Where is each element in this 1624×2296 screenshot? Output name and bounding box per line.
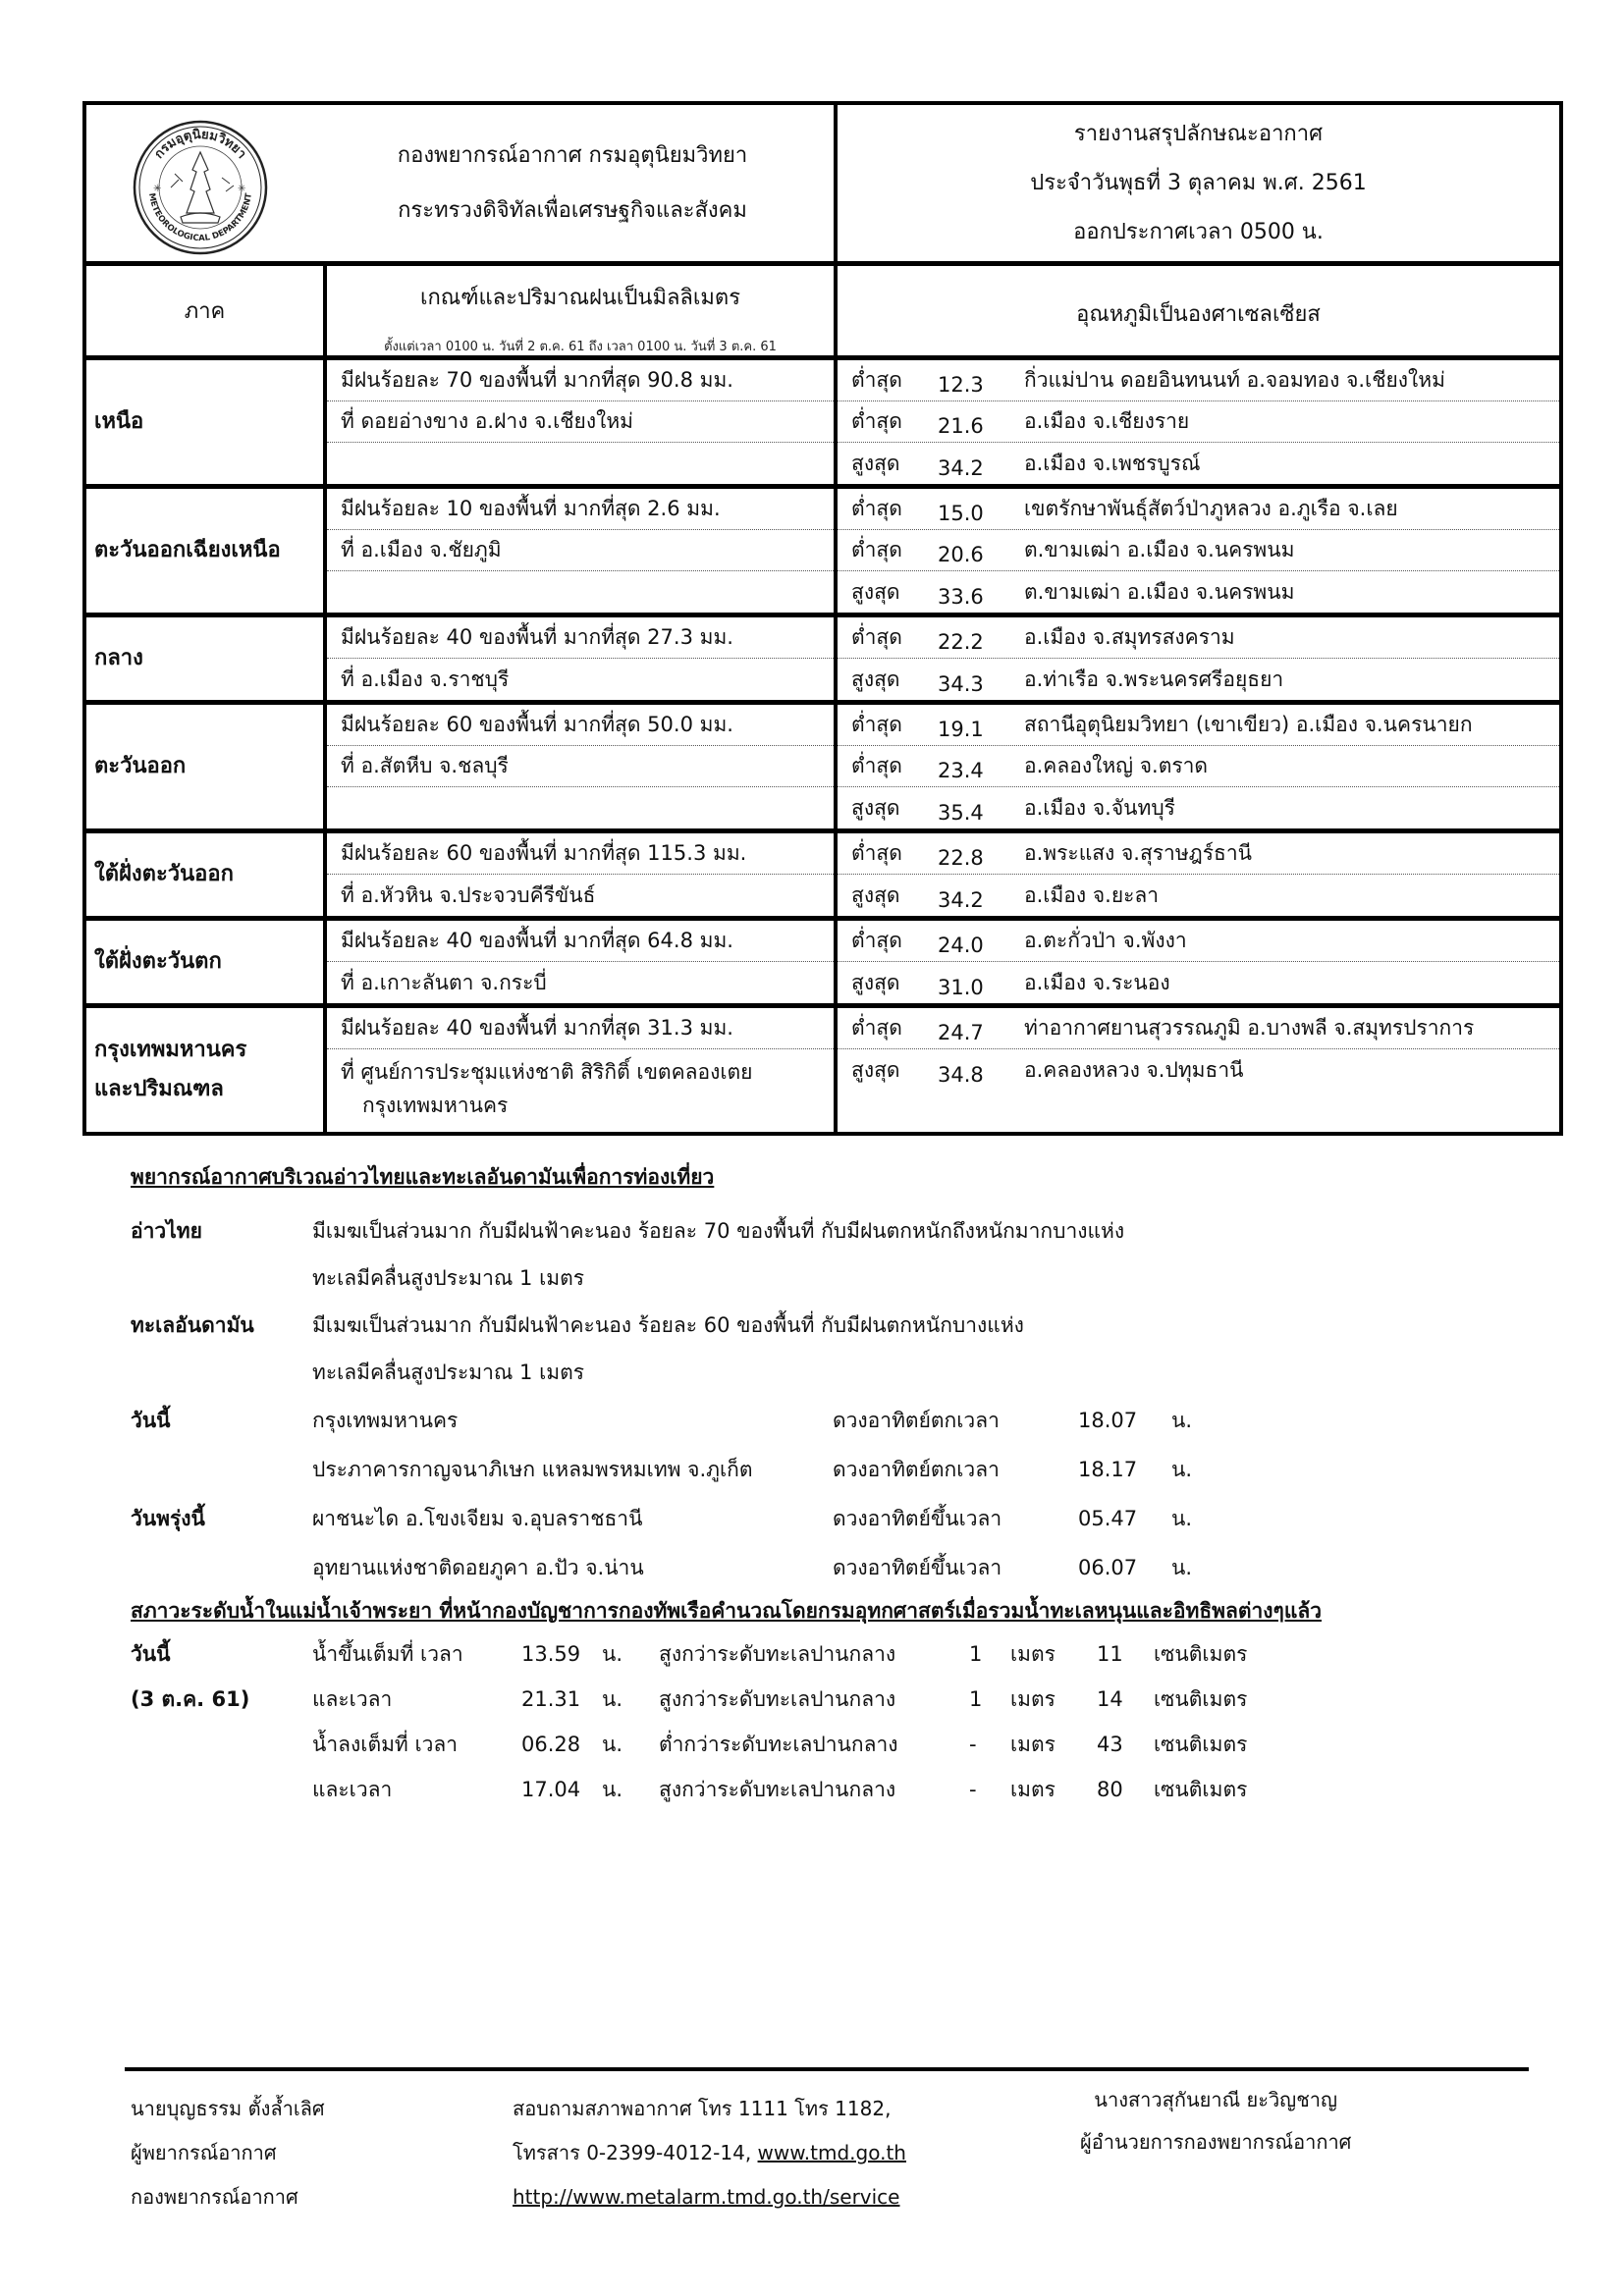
forecaster-signature	[131, 2087, 325, 2219]
rain-cell	[327, 833, 838, 916]
sun-row	[131, 1494, 1525, 1543]
region-row-central	[86, 617, 1559, 705]
tide-relation: สูงกว่าระดับทะเลปานกลาง	[659, 1777, 896, 1801]
temp-location: อ.เมือง จ.ยะลา	[1024, 883, 1160, 907]
region-name: ตะวันออก	[86, 705, 327, 828]
tide-meters: 1	[969, 1642, 983, 1666]
tide-meters: -	[969, 1778, 977, 1801]
ministry-name: กระทรวงดิจิทัลเพื่อเศรษฐกิจและสังคม	[398, 197, 747, 223]
temp-cell	[838, 705, 1559, 828]
tide-cm-unit: เซนติเมตร	[1154, 1641, 1248, 1666]
temp-value: 31.0	[938, 976, 984, 999]
tide-time: 21.31	[521, 1687, 581, 1711]
region-name-line1: กรุงเทพมหานคร	[94, 1038, 247, 1062]
temp-location: อ.ตะกั่วป่า จ.พังงา	[1024, 929, 1187, 952]
sun-event: ดวงอาทิตย์ขึ้นเวลา	[833, 1555, 1002, 1579]
sun-event: ดวงอาทิตย์ตกเวลา	[833, 1408, 1000, 1432]
tide-title: สภาวะระดับน้ำในแม่น้ำเจ้าพระยา ที่หน้ากองบัญชาการกองทัพเรือคำนวณโดยกรมอุทกศาสตร์เมื่อรวมน้ำทะเลหนุนและอิทธิพลต่างๆแล้ว	[131, 1599, 1323, 1623]
temp-location: กิ่วแม่ปาน ดอยอินทนนท์ อ.จอมทอง จ.เชียงใหม่	[1024, 368, 1445, 392]
tide-time-unit: น.	[602, 1641, 623, 1666]
temp-value: 34.2	[938, 456, 984, 480]
svg-text:กรมอุตุนิยมวิทยา: กรมอุตุนิยมวิทยา	[151, 127, 249, 162]
temp-label: สูงสุด	[851, 971, 900, 994]
temp-line	[838, 1008, 1559, 1049]
tide-time: 06.28	[521, 1733, 581, 1756]
temp-label: ต่ำสุด	[851, 409, 902, 433]
temp-location: อ.คลองหลวง จ.ปทุมธานี	[1024, 1058, 1244, 1082]
temp-value: 24.0	[938, 934, 984, 957]
temp-line	[838, 401, 1559, 443]
rain-line: มีฝนร้อยละ 70 ของพื้นที่ มากที่สุด 90.8 มม.	[327, 360, 834, 401]
rain-line: มีฝนร้อยละ 10 ของพื้นที่ มากที่สุด 2.6 มม.	[327, 489, 834, 530]
region-name: ใต้ฝั่งตะวันออก	[86, 833, 327, 916]
contact-phone: สอบถามสภาพอากาศ โทร 1111 โทร 1182,	[513, 2097, 892, 2120]
area-forecast: มีเมฆเป็นส่วนมาก กับมีฝนฟ้าคะนอง ร้อยละ 70 ของพื้นที่ กับมีฝนตกหนักถึงหนักมากบางแห่ง	[312, 1218, 1125, 1243]
region-name: ตะวันออกเฉียงเหนือ	[86, 489, 327, 613]
temp-cell	[838, 921, 1559, 1003]
region-row-south-west-coast	[86, 921, 1559, 1008]
temp-label: สูงสุด	[851, 580, 900, 604]
sun-place: ผาชนะได อ.โขงเจียม จ.อุบลราชธานี	[312, 1506, 643, 1530]
andaman-sea-row	[131, 1302, 1525, 1349]
temp-location: เขตรักษาพันธุ์สัตว์ป่าภูหลวง อ.ภูเรือ จ.เลย	[1024, 497, 1398, 520]
temp-cell	[838, 1008, 1559, 1132]
report-date: ประจำวันพุธที่ 3 ตุลาคม พ.ศ. 2561	[1030, 170, 1367, 195]
sun-row	[131, 1396, 1525, 1445]
temp-label: สูงสุด	[851, 452, 900, 475]
rain-cell	[327, 705, 838, 828]
tide-relation: สูงกว่าระดับทะเลปานกลาง	[659, 1641, 896, 1666]
tide-cm-unit: เซนติเมตร	[1154, 1732, 1248, 1756]
temp-value: 19.1	[938, 718, 984, 741]
temp-line	[838, 1049, 1559, 1091]
temp-location: อ.ท่าเรือ จ.พระนครศรีอยุธยา	[1024, 667, 1284, 691]
temp-label: สูงสุด	[851, 883, 900, 907]
tide-row	[131, 1722, 1525, 1767]
temp-location: ต.ขามเฒ่า อ.เมือง จ.นครพนม	[1024, 580, 1295, 604]
temp-location: อ.พระแสง จ.สุราษฎร์ธานี	[1024, 841, 1253, 865]
tide-cm: 80	[1097, 1778, 1123, 1801]
temp-location: อ.เมือง จ.เพชรบูรณ์	[1024, 452, 1201, 475]
tide-day: วันนี้	[131, 1641, 171, 1666]
temp-label: ต่ำสุด	[851, 713, 902, 736]
svg-text:✳: ✳	[238, 184, 246, 194]
temp-value: 34.8	[938, 1063, 984, 1087]
rain-line	[327, 787, 834, 828]
temp-line	[838, 787, 1559, 828]
temp-label: ต่ำสุด	[851, 841, 902, 865]
sun-row	[131, 1543, 1525, 1592]
rain-location: ที่ ศูนย์การประชุมแห่งชาติ สิริกิติ์ เขตคลองเตย	[341, 1060, 753, 1084]
sun-place: กรุงเทพมหานคร	[312, 1408, 459, 1432]
tide-time-unit: น.	[602, 1777, 623, 1801]
temp-label: ต่ำสุด	[851, 538, 902, 561]
contact-fax-line	[513, 2131, 906, 2175]
temp-column-header: อุณหภูมิเป็นองศาเซลเซียส	[1076, 302, 1321, 327]
rain-line	[327, 571, 834, 613]
sun-place: อุทยานแห่งชาติดอยภูคา อ.ปัว จ.น่าน	[312, 1555, 644, 1579]
andaman-sea-wave-row	[131, 1349, 1525, 1396]
rain-line: ที่ อ.เกาะลันตา จ.กระบี่	[341, 971, 547, 994]
temp-line	[838, 571, 1559, 613]
sun-day: วันนี้	[131, 1408, 171, 1432]
sun-event: ดวงอาทิตย์ตกเวลา	[833, 1457, 1000, 1481]
temp-cell	[838, 360, 1559, 484]
temp-cell	[838, 489, 1559, 613]
rain-line: มีฝนร้อยละ 40 ของพื้นที่ มากที่สุด 64.8 มม.	[327, 921, 834, 962]
area-forecast: มีเมฆเป็นส่วนมาก กับมีฝนฟ้าคะนอง ร้อยละ 60 ของพื้นที่ กับมีฝนตกหนักบางแห่ง	[312, 1312, 1024, 1337]
rain-line: ที่ อ.เมือง จ.ชัยภูมิ	[327, 530, 834, 571]
sun-time: 06.07	[1078, 1556, 1138, 1579]
temp-value: 35.4	[938, 801, 984, 825]
temp-value: 22.2	[938, 630, 984, 654]
region-name	[86, 1008, 327, 1132]
tide-time: 13.59	[521, 1642, 581, 1666]
rain-line: ที่ ดอยอ่างขาง อ.ฝาง จ.เชียงใหม่	[327, 401, 834, 443]
temp-location: อ.เมือง จ.จันทบุรี	[1024, 796, 1175, 820]
tide-m-unit: เมตร	[1010, 1777, 1056, 1801]
region-name: ใต้ฝั่งตะวันตก	[86, 921, 327, 1003]
tide-event: น้ำลงเต็มที่ เวลา	[312, 1732, 459, 1756]
temp-line	[838, 746, 1559, 787]
temp-value: 33.6	[938, 585, 984, 609]
svg-text:METEOROLOGICAL DEPARTMENT: METEOROLOGICAL DEPARTMENT	[146, 192, 254, 244]
tide-time: 17.04	[521, 1778, 581, 1801]
temp-value: 15.0	[938, 502, 984, 525]
tide-time-unit: น.	[602, 1686, 623, 1711]
tide-row	[131, 1767, 1525, 1812]
sun-time: 18.17	[1078, 1458, 1138, 1481]
temp-line	[838, 443, 1559, 484]
temp-label: ต่ำสุด	[851, 625, 902, 649]
temp-label: ต่ำสุด	[851, 497, 902, 520]
temp-location: ท่าอากาศยานสุวรรณภูมิ อ.บางพลี จ.สมุทรปราการ	[1024, 1016, 1475, 1040]
rain-cell	[327, 1008, 838, 1132]
report-title: รายงานสรุปลักษณะอากาศ	[1073, 121, 1324, 146]
temp-value: 24.7	[938, 1021, 984, 1044]
area-wave: ทะเลมีคลื่นสูงประมาณ 1 เมตร	[312, 1360, 585, 1384]
temp-cell	[838, 617, 1559, 700]
sun-unit: น.	[1171, 1506, 1193, 1530]
tourism-title: พยากรณ์อากาศบริเวณอ่าวไทยและทะเลอันดามันเพื่อการท่องเที่ยว	[131, 1165, 715, 1189]
rain-cell	[327, 617, 838, 700]
tide-m-unit: เมตร	[1010, 1686, 1056, 1711]
temp-line	[838, 705, 1559, 746]
director-name: นางสาวสุกันยาณี ยะวิญชาญ	[1094, 2088, 1338, 2111]
temp-line	[838, 962, 1559, 1003]
temp-label: ต่ำสุด	[851, 368, 902, 392]
region-column-header: ภาค	[86, 266, 327, 355]
tide-row	[131, 1677, 1525, 1722]
temp-location: ต.ขามเฒ่า อ.เมือง จ.นครพนม	[1024, 538, 1295, 561]
tide-cm-unit: เซนติเมตร	[1154, 1777, 1248, 1801]
svg-text:✳: ✳	[153, 184, 162, 194]
temp-line	[838, 833, 1559, 875]
tide-event: และเวลา	[312, 1686, 393, 1711]
org-name: กองพยากรณ์อากาศ กรมอุตุนิยมวิทยา	[397, 142, 748, 168]
rain-column-header	[327, 266, 838, 355]
tide-time-unit: น.	[602, 1732, 623, 1756]
rain-line: ที่ อ.หัวหิน จ.ประจวบคีรีขันธ์	[341, 883, 596, 907]
rain-line: ที่ อ.เมือง จ.ราชบุรี	[341, 667, 510, 691]
forecaster-role: ผู้พยากรณ์อากาศ	[131, 2141, 277, 2164]
region-row-bangkok	[86, 1008, 1559, 1132]
region-row-south-east-coast	[86, 833, 1559, 921]
rain-line	[327, 443, 834, 484]
director-role: ผู้อำนวยการกองพยากรณ์อากาศ	[1080, 2130, 1352, 2154]
temp-value: 12.3	[938, 373, 984, 397]
temp-location: อ.คลองใหญ่ จ.ตราด	[1024, 754, 1209, 777]
temp-value: 20.6	[938, 543, 984, 566]
tide-meters: -	[969, 1733, 977, 1756]
gulf-of-thailand-wave-row	[131, 1255, 1525, 1302]
tourism-forecast-section	[131, 1161, 1525, 1592]
tide-cm: 14	[1097, 1687, 1123, 1711]
report-header	[86, 105, 1559, 266]
temp-location: อ.เมือง จ.สมุทรสงคราม	[1024, 625, 1235, 649]
rain-line	[327, 1049, 834, 1132]
region-row-north	[86, 360, 1559, 489]
temp-location: อ.เมือง จ.เชียงราย	[1024, 409, 1190, 433]
forecaster-dept: กองพยากรณ์อากาศ	[131, 2185, 298, 2209]
org-name-block	[312, 129, 833, 239]
sun-time: 18.07	[1078, 1409, 1138, 1432]
sun-unit: น.	[1171, 1555, 1193, 1579]
contact-fax: โทรสาร 0-2399-4012-14,	[513, 2141, 758, 2164]
rain-location-cont: กรุงเทพมหานคร	[362, 1094, 509, 1117]
region-name: เหนือ	[86, 360, 327, 484]
rain-cell	[327, 489, 838, 613]
rain-line: ที่ อ.สัตหีบ จ.ชลบุรี	[327, 746, 834, 787]
header-report-cell	[838, 105, 1559, 261]
temp-line	[838, 530, 1559, 571]
sun-day: วันพรุ่งนี้	[131, 1506, 205, 1530]
area-name: ทะเลอันดามัน	[131, 1312, 254, 1337]
sun-unit: น.	[1171, 1408, 1193, 1432]
area-wave: ทะเลมีคลื่นสูงประมาณ 1 เมตร	[312, 1265, 585, 1290]
director-signature	[1080, 2079, 1351, 2163]
rain-line: มีฝนร้อยละ 60 ของพื้นที่ มากที่สุด 50.0 มม.	[327, 705, 834, 746]
tide-cm-unit: เซนติเมตร	[1154, 1686, 1248, 1711]
footer-divider	[125, 2067, 1529, 2071]
tide-meters: 1	[969, 1687, 983, 1711]
rain-header-title: เกณฑ์และปริมาณฝนเป็นมิลลิเมตร	[419, 286, 741, 310]
region-row-east	[86, 705, 1559, 833]
temp-label: สูงสุด	[851, 667, 900, 691]
tide-relation: ต่ำกว่าระดับทะเลปานกลาง	[659, 1732, 898, 1756]
tmd-emblem-icon	[132, 119, 269, 256]
sun-event: ดวงอาทิตย์ขึ้นเวลา	[833, 1506, 1002, 1530]
issue-time: ออกประกาศเวลา 0500 น.	[1073, 219, 1324, 244]
service-link[interactable]: http://www.metalarm.tmd.go.th/service	[513, 2185, 900, 2209]
temp-value: 34.3	[938, 672, 984, 696]
tide-cm: 11	[1097, 1642, 1123, 1666]
temp-value: 34.2	[938, 888, 984, 912]
area-name: อ่าวไทย	[131, 1218, 202, 1243]
sun-unit: น.	[1171, 1457, 1193, 1481]
temp-value: 23.4	[938, 759, 984, 782]
column-headers	[86, 266, 1559, 360]
temp-value: 21.6	[938, 414, 984, 438]
rain-line: มีฝนร้อยละ 60 ของพื้นที่ มากที่สุด 115.3 มม.	[327, 833, 834, 875]
weather-summary-table	[82, 101, 1563, 1136]
rain-header-period: ตั้งแต่เวลา 0100 น. วันที่ 2 ต.ค. 61 ถึง เวลา 0100 น. วันที่ 3 ต.ค. 61	[384, 340, 777, 354]
temp-label: ต่ำสุด	[851, 1016, 902, 1040]
temp-cell	[838, 833, 1559, 916]
tide-row	[131, 1631, 1525, 1677]
tide-cm: 43	[1097, 1733, 1123, 1756]
temp-value: 22.8	[938, 846, 984, 870]
tide-event: และเวลา	[312, 1777, 393, 1801]
temp-label: สูงสุด	[851, 796, 900, 820]
sun-place: ประภาคารกาญจนาภิเษก แหลมพรหมเทพ จ.ภูเก็ต	[312, 1457, 753, 1481]
sun-row	[131, 1445, 1525, 1494]
tide-section	[131, 1595, 1525, 1812]
tide-m-unit: เมตร	[1010, 1732, 1056, 1756]
temp-line	[838, 659, 1559, 700]
region-name-line2: และปริมณฑล	[94, 1077, 224, 1101]
sun-time: 05.47	[1078, 1507, 1138, 1530]
tide-event: น้ำขึ้นเต็มที่ เวลา	[312, 1641, 463, 1666]
temp-line	[838, 617, 1559, 659]
temp-line	[838, 489, 1559, 530]
rain-cell	[327, 360, 838, 484]
tide-relation: สูงกว่าระดับทะเลปานกลาง	[659, 1686, 896, 1711]
temp-label: สูงสุด	[851, 1058, 900, 1082]
rain-line: มีฝนร้อยละ 40 ของพื้นที่ มากที่สุด 31.3 มม.	[327, 1008, 834, 1049]
temp-location: อ.เมือง จ.ระนอง	[1024, 971, 1170, 994]
header-org-cell	[86, 105, 838, 261]
region-name: กลาง	[86, 617, 327, 700]
website-link[interactable]: www.tmd.go.th	[757, 2141, 906, 2164]
temp-label: ต่ำสุด	[851, 754, 902, 777]
rain-cell	[327, 921, 838, 1003]
temp-label: ต่ำสุด	[851, 929, 902, 952]
temp-location: สถานีอุตุนิยมวิทยา (เขาเขียว) อ.เมือง จ.นครนายก	[1024, 713, 1473, 736]
contact-info	[513, 2087, 906, 2219]
temp-line	[838, 875, 1559, 916]
region-row-northeast	[86, 489, 1559, 617]
forecaster-name: นายบุญธรรม ตั้งล้ำเลิศ	[131, 2097, 325, 2120]
rain-line: มีฝนร้อยละ 40 ของพื้นที่ มากที่สุด 27.3 มม.	[327, 617, 834, 659]
temp-line	[838, 360, 1559, 401]
tide-m-unit: เมตร	[1010, 1641, 1056, 1666]
tide-day: (3 ต.ค. 61)	[131, 1686, 250, 1711]
temp-line	[838, 921, 1559, 962]
gulf-of-thailand-row	[131, 1207, 1525, 1255]
